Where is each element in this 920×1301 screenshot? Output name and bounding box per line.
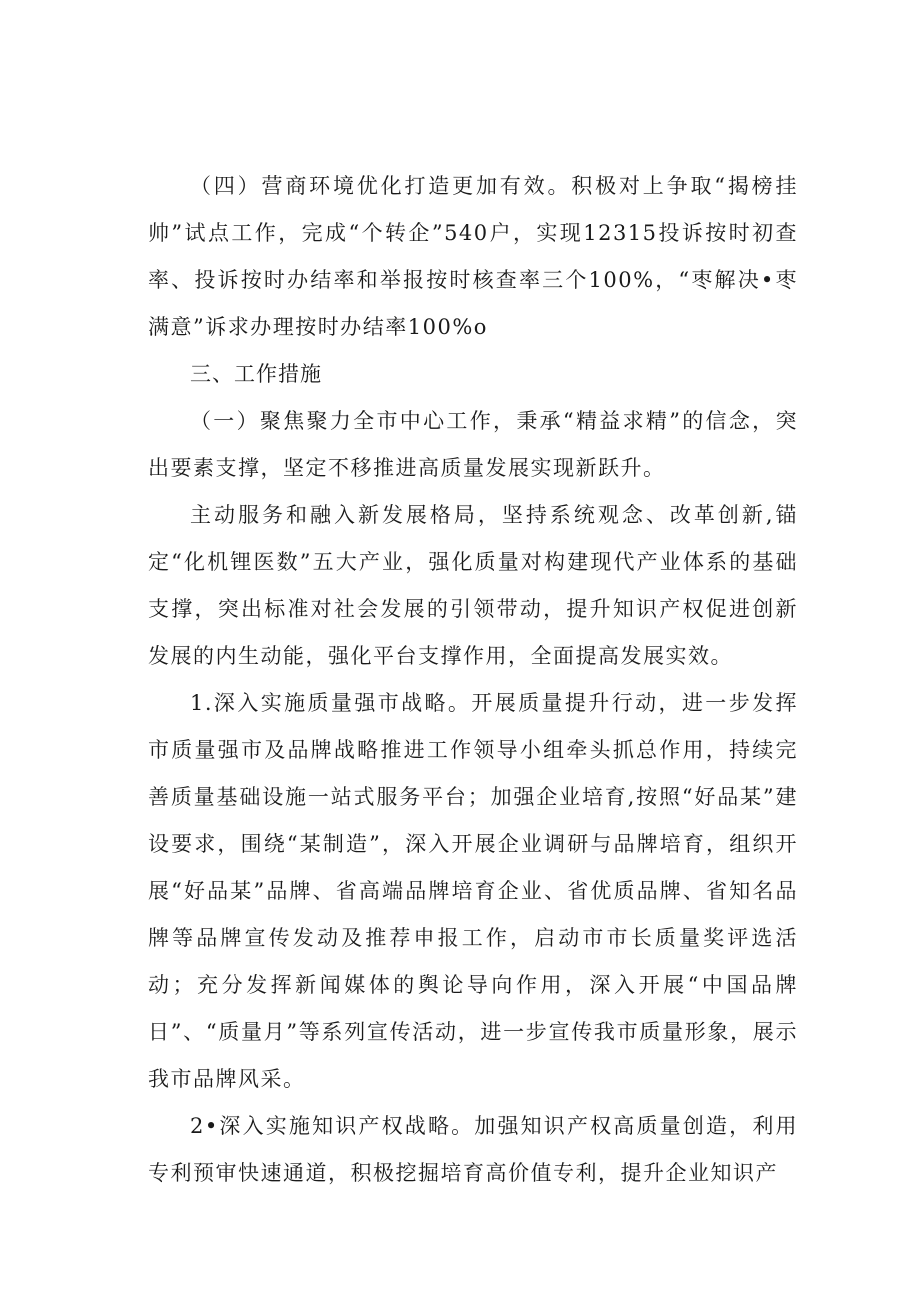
document-body	[148, 163, 798, 1197]
paragraph-business-environment: （四）营商环境优化打造更加有效。积极对上争取“揭榜挂帅”试点工作，完成“个转企”540户，实现12315投诉按时初查率、投诉按时办结率和举报按时核查率三个100%，“枣解决•枣满意”诉求办理按时办结率100%o	[148, 174, 798, 339]
paragraph-ip-strategy: 2•深入实施知识产权战略。加强知识产权高质量创造，利用专利预审快速通道，积极挖掘培育高价值专利，提升企业知识产	[148, 1114, 798, 1185]
paragraph-active-service: 主动服务和融入新发展格局，坚持系统观念、改革创新,锚定“化机锂医数”五大产业，强化质量对构建现代产业体系的基础支撑，突出标准对社会发展的引领带动，提升知识产权促进创新发展的内生动能，强化平台支撑作用，全面提高发展实效。	[148, 503, 798, 668]
paragraph-quality-strategy: 1.深入实施质量强市战略。开展质量提升行动，进一步发挥市质量强市及品牌战略推进工作领导小组牵头抓总作用，持续完善质量基础设施一站式服务平台；加强企业培育,按照“好品某”建设要求，围绕“某制造”，深入开展企业调研与品牌培育，组织开展“好品某”品牌、省高端品牌培育企业、省优质品牌、省知名品牌等品牌宣传发动及推荐申报工作，启动市市长质量奖评选活动；充分发挥新闻媒体的舆论导向作用，深入开展“中国品牌日”、“质量月”等系列宣传活动，进一步宣传我市质量形象，展示我市品牌风采。	[148, 691, 798, 1091]
section-heading-work-measures: 三、工作措施	[190, 362, 322, 386]
paragraph-focus-center-work: （一）聚焦聚力全市中心工作，秉承“精益求精”的信念，突出要素支撑，坚定不移推进高质量发展实现新跃升。	[148, 409, 798, 480]
